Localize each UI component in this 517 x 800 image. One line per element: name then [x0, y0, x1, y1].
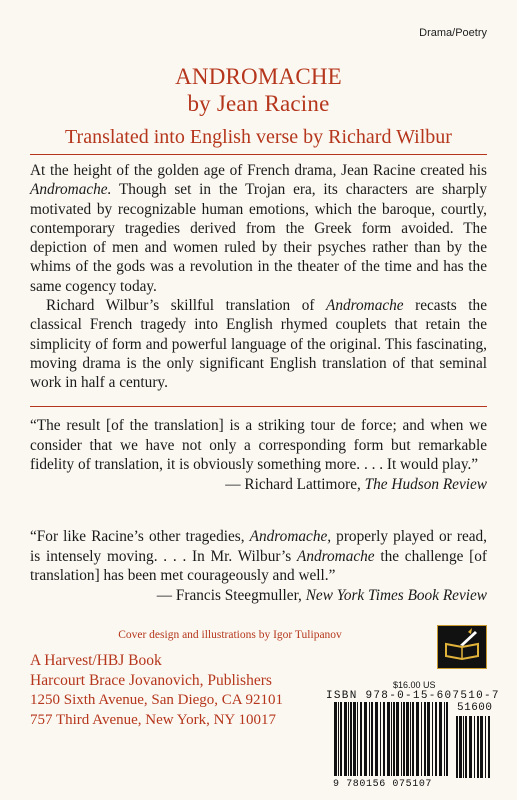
review-quote-2 — [30, 527, 487, 605]
quote-attribution: — Francis Steegmuller, New York Times Book Review — [156, 586, 487, 604]
book-title-italic: Andromache. — [30, 181, 112, 199]
title-line-2: by Jean Racine — [187, 91, 330, 116]
book-title-italic: Andromache — [325, 297, 404, 315]
imprint-line: A Harvest/HBJ Book — [30, 652, 162, 669]
price-label: $16.00 US — [393, 680, 436, 690]
publisher-address-1: 1250 Sixth Avenue, San Diego, CA 92101 — [30, 692, 284, 708]
top-divider — [30, 154, 487, 155]
quote-source: New York Times Book Review — [305, 586, 487, 604]
harvest-book-logo-icon — [437, 625, 487, 669]
book-title — [0, 63, 517, 117]
review-quote-1 — [30, 416, 487, 494]
barcode-number: 9 780156 075107 — [333, 779, 433, 790]
barcode-block — [333, 702, 493, 792]
category-label: Drama/Poetry — [419, 27, 487, 39]
quote-source: The Hudson Review — [364, 475, 487, 493]
addon-barcode — [455, 716, 493, 780]
title-line-1: ANDROMACHE — [175, 64, 342, 89]
quote-attribution: — Richard Lattimore, The Hudson Review — [225, 475, 487, 493]
blurb-divider — [30, 406, 487, 407]
description-blurb — [30, 161, 487, 393]
publisher-block — [30, 651, 283, 730]
quote-text: “For like Racine’s other tragedies, Andromache, properly played or read, is intensely moving. . . . In Mr. Wilbur’s Andromache the challenge [of translation] has been met courageously and well.” — [30, 528, 487, 584]
publisher-name: Harcourt Brace Jovanovich, Publishers — [30, 672, 272, 689]
price-addon-number: 51600 — [457, 702, 493, 714]
isbn-label: ISBN 978-0-15-607510-7 — [326, 690, 500, 702]
translation-subtitle: Translated into English verse by Richard Wilbur — [65, 126, 452, 148]
blurb-paragraph-2: Richard Wilbur’s skillful translation of Andromache recasts the classical French tragedy into English rhymed couplets that retain the simplicity of form and powerful language of the original. This fascinating, moving drama is the only significant English translation of that seminal work in half a century. — [30, 297, 487, 392]
ean-barcode — [333, 702, 451, 780]
blurb-paragraph-1: At the height of the golden age of French drama, Jean Racine created his Andromache. Though set in the Trojan era, its characters are sharply motivated by recognizable human emotions, which the baroque, courtly, contemporary tragedies derived from the Greek form avoided. The depiction of men and women ruled by their psyches rather than by the whims of the gods was a revolution in the theater of the time and has the same cogency today. — [30, 162, 487, 295]
cover-design-credit: Cover design and illustrations by Igor Tulipanov — [118, 629, 342, 641]
publisher-address-2: 757 Third Avenue, New York, NY 10017 — [30, 711, 276, 728]
quote-text: “The result [of the translation] is a striking tour de force; and when we consider that we have not only a corresponding form but remarkable fidelity of translation, it is obviously something more. . . . It would play.” — [30, 417, 487, 473]
